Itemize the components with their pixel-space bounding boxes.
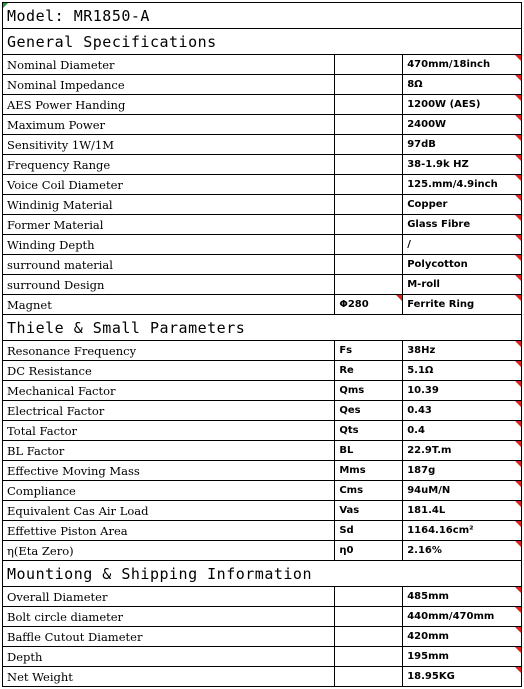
spec-symbol-text: Re xyxy=(339,365,354,376)
spec-label-cell[interactable] xyxy=(3,75,335,94)
spec-symbol-text: Qes xyxy=(339,405,361,416)
comment-indicator-icon xyxy=(515,155,521,161)
spec-value-cell[interactable] xyxy=(403,235,522,254)
section-header-mounting xyxy=(3,561,522,587)
spec-value-cell[interactable] xyxy=(403,361,522,380)
spec-symbol-cell[interactable] xyxy=(335,195,403,214)
section-title-general: General Specifications xyxy=(7,32,217,51)
spec-label-cell[interactable] xyxy=(3,381,335,400)
spec-row xyxy=(3,275,522,295)
model-row xyxy=(3,3,522,29)
spec-label-cell[interactable] xyxy=(3,235,335,254)
spec-symbol-cell[interactable] xyxy=(335,55,403,74)
spec-row xyxy=(3,667,522,687)
spec-label-text: Net Weight xyxy=(7,669,73,684)
spec-value-cell[interactable] xyxy=(403,95,522,114)
spec-symbol-cell[interactable] xyxy=(335,501,403,520)
comment-indicator-icon xyxy=(515,541,521,547)
spec-row xyxy=(3,295,522,315)
spec-value-cell[interactable] xyxy=(403,481,522,500)
spec-row xyxy=(3,647,522,667)
spec-symbol-text: BL xyxy=(339,445,354,456)
spec-value-cell[interactable] xyxy=(403,55,522,74)
spec-value-text: 1164.16cm² xyxy=(407,525,474,536)
spec-symbol-cell[interactable] xyxy=(335,587,403,606)
section-cell-thiele[interactable] xyxy=(3,315,522,340)
spec-value-cell[interactable] xyxy=(403,155,522,174)
spec-row xyxy=(3,215,522,235)
section-title-thiele: Thiele & Small Parameters xyxy=(7,318,246,337)
spec-symbol-cell[interactable] xyxy=(335,95,403,114)
spec-row xyxy=(3,461,522,481)
spec-symbol-cell[interactable] xyxy=(335,607,403,626)
comment-indicator-icon xyxy=(515,421,521,427)
spec-value-cell[interactable] xyxy=(403,295,522,314)
spec-label-text: Bolt circle diameter xyxy=(7,609,124,624)
spec-symbol-cell[interactable] xyxy=(335,441,403,460)
spec-value-text: 0.43 xyxy=(407,405,432,416)
spec-label-cell[interactable] xyxy=(3,441,335,460)
comment-indicator-icon xyxy=(515,115,521,121)
spec-label-text: Overall Diameter xyxy=(7,589,108,604)
comment-indicator-icon xyxy=(515,341,521,347)
spec-value-text: 97dB xyxy=(407,139,436,150)
spec-value-cell[interactable] xyxy=(403,115,522,134)
spec-value-cell[interactable] xyxy=(403,75,522,94)
spec-value-text: 420mm xyxy=(407,631,449,642)
spec-symbol-text: Mms xyxy=(339,465,366,476)
spec-symbol-cell[interactable] xyxy=(335,75,403,94)
spec-value-text: 2400W xyxy=(407,119,447,130)
spec-value-text: 5.1Ω xyxy=(407,365,434,376)
spec-label-text: AES Power Handing xyxy=(7,97,126,112)
spec-label-text: Sensitivity 1W/1M xyxy=(7,137,115,152)
spec-row xyxy=(3,381,522,401)
comment-indicator-icon xyxy=(515,627,521,633)
spec-label-text: Baffle Cutout Diameter xyxy=(7,629,143,644)
spec-sheet xyxy=(2,2,522,687)
spec-label-text: Effective Moving Mass xyxy=(7,463,140,478)
spec-value-text: M-roll xyxy=(407,279,440,290)
comment-indicator-icon xyxy=(396,295,402,301)
spec-value-text: 485mm xyxy=(407,591,449,602)
section-header-general xyxy=(3,29,522,55)
spec-value-text: 18.95KG xyxy=(407,671,455,682)
spec-label-cell[interactable] xyxy=(3,155,335,174)
spec-symbol-text: Cms xyxy=(339,485,364,496)
spec-value-text: 38-1.9k HZ xyxy=(407,159,469,170)
comment-indicator-icon xyxy=(515,481,521,487)
spec-value-text: 440mm/470mm xyxy=(407,611,495,622)
spec-symbol-cell[interactable] xyxy=(335,341,403,360)
spec-label-cell[interactable] xyxy=(3,481,335,500)
comment-indicator-icon xyxy=(515,461,521,467)
spec-value-cell[interactable] xyxy=(403,587,522,606)
spec-label-text: Resonance Frequency xyxy=(7,343,137,358)
spec-label-cell[interactable] xyxy=(3,175,335,194)
section-title-mounting: Mountiong & Shipping Information xyxy=(7,564,312,583)
spec-label-text: DC Resistance xyxy=(7,363,92,378)
comment-indicator-icon xyxy=(515,95,521,101)
spec-label-cell[interactable] xyxy=(3,295,335,314)
spec-label-cell[interactable] xyxy=(3,275,335,294)
spec-label-cell[interactable] xyxy=(3,55,335,74)
spec-symbol-cell[interactable] xyxy=(335,541,403,560)
spec-label-text: Electrical Factor xyxy=(7,403,105,418)
spec-row xyxy=(3,421,522,441)
spec-value-cell[interactable] xyxy=(403,461,522,480)
spec-label-text: Compliance xyxy=(7,483,76,498)
spec-value-text: 181.4L xyxy=(407,505,446,516)
comment-indicator-icon xyxy=(515,587,521,593)
spec-value-cell[interactable] xyxy=(403,667,522,686)
comment-indicator-icon xyxy=(515,195,521,201)
spec-row xyxy=(3,441,522,461)
spec-value-cell[interactable] xyxy=(403,215,522,234)
spec-symbol-cell[interactable] xyxy=(335,521,403,540)
spec-symbol-text: η0 xyxy=(339,545,354,556)
spec-value-text: 10.39 xyxy=(407,385,439,396)
spec-value-cell[interactable] xyxy=(403,341,522,360)
comment-indicator-icon xyxy=(515,275,521,281)
spec-row xyxy=(3,481,522,501)
spec-symbol-cell[interactable] xyxy=(335,275,403,294)
spec-row xyxy=(3,235,522,255)
comment-indicator-icon xyxy=(515,521,521,527)
spec-value-cell[interactable] xyxy=(403,381,522,400)
spec-symbol-cell[interactable] xyxy=(335,667,403,686)
spec-label-cell[interactable] xyxy=(3,607,335,626)
spec-label-cell[interactable] xyxy=(3,255,335,274)
spec-label-cell[interactable] xyxy=(3,135,335,154)
spec-symbol-cell[interactable] xyxy=(335,115,403,134)
spec-symbol-cell[interactable] xyxy=(335,155,403,174)
spec-symbol-cell[interactable] xyxy=(335,421,403,440)
comment-indicator-icon xyxy=(515,441,521,447)
spec-row xyxy=(3,501,522,521)
spec-symbol-cell[interactable] xyxy=(335,215,403,234)
spec-row xyxy=(3,361,522,381)
spec-value-text: 38Hz xyxy=(407,345,436,356)
spec-symbol-cell[interactable] xyxy=(335,255,403,274)
spec-row xyxy=(3,541,522,561)
spec-row xyxy=(3,401,522,421)
spec-symbol-text: Qms xyxy=(339,385,365,396)
spec-value-cell[interactable] xyxy=(403,255,522,274)
spec-value-cell[interactable] xyxy=(403,401,522,420)
spec-row xyxy=(3,341,522,361)
spec-value-cell[interactable] xyxy=(403,441,522,460)
spec-label-cell[interactable] xyxy=(3,421,335,440)
spec-symbol-cell[interactable] xyxy=(335,381,403,400)
comment-indicator-icon xyxy=(515,647,521,653)
spec-value-cell[interactable] xyxy=(403,135,522,154)
spec-value-text: 2.16% xyxy=(407,545,442,556)
spec-value-text: 195mm xyxy=(407,651,449,662)
spec-symbol-cell[interactable] xyxy=(335,175,403,194)
spec-label-text: surround Design xyxy=(7,277,105,292)
spec-label-text: surround material xyxy=(7,257,113,272)
comment-indicator-icon xyxy=(515,135,521,141)
spec-label-cell[interactable] xyxy=(3,341,335,360)
general-rows xyxy=(3,55,522,315)
spec-label-text: Depth xyxy=(7,649,43,664)
spec-symbol-cell[interactable] xyxy=(335,627,403,646)
spec-row xyxy=(3,521,522,541)
spec-symbol-text: Φ280 xyxy=(339,299,369,310)
spec-value-text: 470mm/18inch xyxy=(407,59,491,70)
spec-row xyxy=(3,255,522,275)
spec-symbol-cell[interactable] xyxy=(335,647,403,666)
spec-label-text: Former Material xyxy=(7,217,104,232)
spec-label-cell[interactable] xyxy=(3,95,335,114)
spec-value-text: Ferrite Ring xyxy=(407,299,475,310)
spec-symbol-cell[interactable] xyxy=(335,295,403,314)
spec-label-text: Nominal Diameter xyxy=(7,57,115,72)
section-cell-general[interactable] xyxy=(3,29,522,54)
section-header-thiele xyxy=(3,315,522,341)
spec-label-cell[interactable] xyxy=(3,541,335,560)
spec-value-cell[interactable] xyxy=(403,421,522,440)
spec-label-text: Windinig Material xyxy=(7,197,113,212)
spec-label-cell[interactable] xyxy=(3,667,335,686)
section-cell-mounting[interactable] xyxy=(3,561,522,586)
spec-row xyxy=(3,115,522,135)
spec-label-cell[interactable] xyxy=(3,647,335,666)
spec-symbol-cell[interactable] xyxy=(335,461,403,480)
spec-row xyxy=(3,135,522,155)
spec-value-cell[interactable] xyxy=(403,175,522,194)
spec-label-cell[interactable] xyxy=(3,627,335,646)
spec-value-cell[interactable] xyxy=(403,607,522,626)
spec-label-cell[interactable] xyxy=(3,115,335,134)
spec-label-text: Equivalent Cas Air Load xyxy=(7,503,149,518)
spec-label-text: Voice Coil Diameter xyxy=(7,177,123,192)
spec-row xyxy=(3,55,522,75)
spec-label-text: BL Factor xyxy=(7,443,65,458)
spec-symbol-text: Qts xyxy=(339,425,359,436)
spec-value-cell[interactable] xyxy=(403,195,522,214)
spec-symbol-text: Fs xyxy=(339,345,353,356)
spec-value-text: Copper xyxy=(407,199,448,210)
spec-row xyxy=(3,95,522,115)
model-cell[interactable] xyxy=(3,3,522,28)
comment-indicator-icon xyxy=(515,667,521,673)
spec-row xyxy=(3,175,522,195)
spec-value-cell[interactable] xyxy=(403,275,522,294)
spec-row xyxy=(3,155,522,175)
spec-value-text: 94uM/N xyxy=(407,485,451,496)
comment-indicator-icon xyxy=(515,501,521,507)
spec-label-cell[interactable] xyxy=(3,461,335,480)
spec-row xyxy=(3,607,522,627)
spec-value-cell[interactable] xyxy=(403,541,522,560)
spec-symbol-cell[interactable] xyxy=(335,361,403,380)
spec-symbol-text: Sd xyxy=(339,525,354,536)
spec-label-text: Magnet xyxy=(7,297,52,312)
spec-label-text: Mechanical Factor xyxy=(7,383,116,398)
spec-value-text: / xyxy=(407,239,411,250)
spec-symbol-cell[interactable] xyxy=(335,235,403,254)
spec-row xyxy=(3,627,522,647)
spec-symbol-cell[interactable] xyxy=(335,135,403,154)
spec-label-cell[interactable] xyxy=(3,521,335,540)
spec-label-cell[interactable] xyxy=(3,361,335,380)
spec-label-cell[interactable] xyxy=(3,401,335,420)
comment-indicator-icon xyxy=(515,75,521,81)
cell-indicator-icon xyxy=(3,3,8,8)
spec-value-text: 1200W (AES) xyxy=(407,99,481,110)
comment-indicator-icon xyxy=(515,175,521,181)
spec-row xyxy=(3,587,522,607)
spec-label-cell[interactable] xyxy=(3,587,335,606)
spec-label-text: Frequency Range xyxy=(7,157,111,172)
spec-row xyxy=(3,195,522,215)
spec-value-cell[interactable] xyxy=(403,521,522,540)
spec-value-text: 187g xyxy=(407,465,436,476)
spec-symbol-text: Vas xyxy=(339,505,360,516)
spec-label-cell[interactable] xyxy=(3,215,335,234)
comment-indicator-icon xyxy=(515,401,521,407)
spec-value-text: 22.9T.m xyxy=(407,445,452,456)
spec-row xyxy=(3,75,522,95)
comment-indicator-icon xyxy=(515,235,521,241)
spec-label-text: Winding Depth xyxy=(7,237,95,252)
comment-indicator-icon xyxy=(515,381,521,387)
spec-value-text: Glass Fibre xyxy=(407,219,471,230)
comment-indicator-icon xyxy=(515,361,521,367)
spec-symbol-cell[interactable] xyxy=(335,481,403,500)
comment-indicator-icon xyxy=(515,215,521,221)
spec-symbol-cell[interactable] xyxy=(335,401,403,420)
comment-indicator-icon xyxy=(515,55,521,61)
spec-label-cell[interactable] xyxy=(3,501,335,520)
spec-label-cell[interactable] xyxy=(3,195,335,214)
spec-value-cell[interactable] xyxy=(403,501,522,520)
model-title: Model: MR1850-A xyxy=(7,6,150,25)
comment-indicator-icon xyxy=(515,255,521,261)
comment-indicator-icon xyxy=(515,295,521,301)
comment-indicator-icon xyxy=(515,607,521,613)
spec-value-text: 8Ω xyxy=(407,79,423,90)
spec-value-cell[interactable] xyxy=(403,647,522,666)
spec-value-cell[interactable] xyxy=(403,627,522,646)
spec-label-text: η(Eta Zero) xyxy=(7,543,74,558)
spec-value-text: Polycotton xyxy=(407,259,468,270)
thiele-rows xyxy=(3,341,522,561)
mounting-rows xyxy=(3,587,522,687)
spec-label-text: Total Factor xyxy=(7,423,78,438)
spec-value-text: 0.4 xyxy=(407,425,425,436)
spec-label-text: Maximum Power xyxy=(7,117,106,132)
spec-value-text: 125.mm/4.9inch xyxy=(407,179,498,190)
spec-label-text: Effettive Piston Area xyxy=(7,523,128,538)
spec-label-text: Nominal Impedance xyxy=(7,77,125,92)
